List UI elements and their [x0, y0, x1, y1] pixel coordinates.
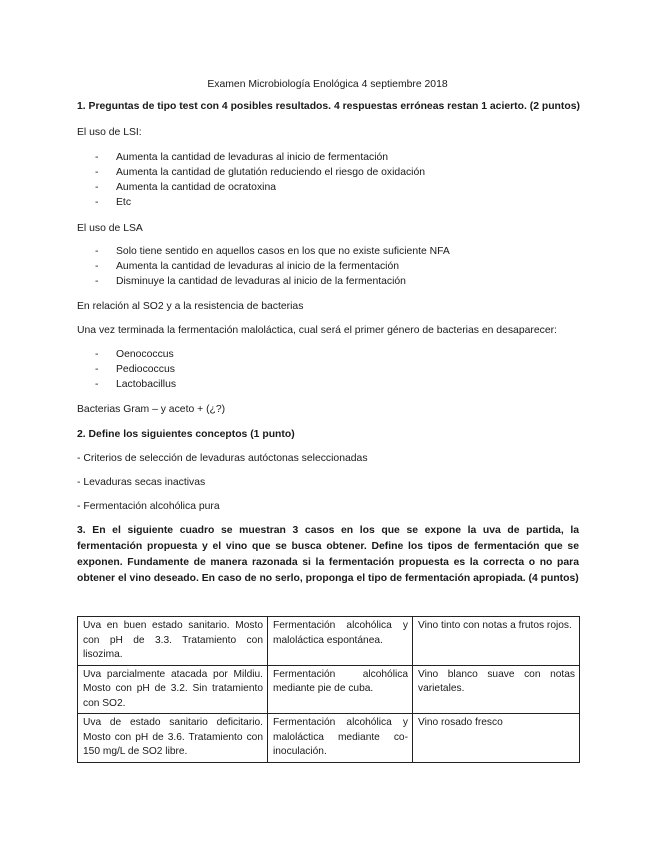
- bullet-dash: -: [95, 364, 99, 375]
- q4-option: Oenococcus: [116, 349, 174, 360]
- q1-prompt: El uso de LSI:: [77, 127, 142, 138]
- q2-option: Disminuye la cantidad de levaduras al inicio de la fermentación: [116, 276, 406, 287]
- bullet-dash: -: [95, 152, 99, 163]
- table-cell-wine: Vino tinto con notas a frutos rojos.: [413, 617, 580, 666]
- table-cell-grape: Uva de estado sanitario deficitario. Mosto con pH de 3.6. Tratamiento con 150 mg/L de SO2 libre.: [78, 714, 268, 763]
- bullet-dash: -: [95, 182, 99, 193]
- bullet-dash: -: [95, 379, 99, 390]
- bullet-dash: -: [95, 197, 99, 208]
- q4-option: Pediococcus: [116, 364, 175, 375]
- q4-prompt: Una vez terminada la fermentación maloláctica, cual será el primer género de bacterias en desaparecer:: [77, 325, 557, 336]
- section2-item: - Criterios de selección de levaduras autóctonas seleccionadas: [77, 453, 368, 464]
- bullet-dash: -: [95, 276, 99, 287]
- section2-heading: 2. Define los siguientes conceptos (1 punto): [77, 429, 295, 440]
- section3-heading: 3. En el siguiente cuadro se muestran 3 casos en los que se expone la uva de partida, la fermentación propuesta y el vino que se busca obtener. Define los tipos de fermentación que se exponen. Fundamente de manera razonada si la fermentación propuesta es la correcta o no para obtener el vino deseado. En caso de no serlo, proponga el tipo de fermentación apropiada. (4 puntos): [77, 525, 579, 584]
- q2-option: Aumenta la cantidad de levaduras al inicio de la fermentación: [116, 261, 400, 272]
- section2-item: - Fermentación alcohólica pura: [77, 501, 220, 512]
- q3-prompt: En relación al SO2 y a la resistencia de bacterias: [77, 301, 304, 312]
- q5-prompt: Bacterias Gram – y aceto + (¿?): [77, 404, 226, 415]
- exam-title: Examen Microbiología Enológica 4 septiembre 2018: [207, 79, 448, 90]
- table-cell-fermentation: Fermentación alcohólica y maloláctica mediante co-inoculación.: [268, 714, 413, 763]
- q1-option: Aumenta la cantidad de glutatión reduciendo el riesgo de oxidación: [116, 167, 426, 178]
- table-cell-grape: Uva en buen estado sanitario. Mosto con pH de 3.3. Tratamiento con lisozima.: [78, 617, 268, 666]
- q4-option: Lactobacillus: [116, 379, 177, 390]
- table-row: [78, 665, 580, 714]
- q2-option: Solo tiene sentido en aquellos casos en los que no existe suficiente NFA: [116, 246, 450, 257]
- bullet-dash: -: [95, 167, 99, 178]
- table-cell-wine: Vino rosado fresco: [413, 714, 580, 763]
- table-cell-fermentation: Fermentación alcohólica mediante pie de cuba.: [268, 665, 413, 714]
- section1-heading: 1. Preguntas de tipo test con 4 posibles resultados. 4 respuestas erróneas restan 1 acierto. (2 puntos): [77, 101, 580, 112]
- q1-option: Etc: [116, 197, 132, 208]
- table-row: [78, 617, 580, 666]
- bullet-dash: -: [95, 246, 99, 257]
- cases-table: [77, 616, 580, 763]
- q2-prompt: El uso de LSA: [77, 223, 143, 234]
- bullet-dash: -: [95, 261, 99, 272]
- q1-option: Aumenta la cantidad de levaduras al inicio de fermentación: [116, 152, 389, 163]
- bullet-dash: -: [95, 349, 99, 360]
- table-row: [78, 714, 580, 763]
- table-cell-fermentation: Fermentación alcohólica y maloláctica espontánea.: [268, 617, 413, 666]
- q1-option: Aumenta la cantidad de ocratoxina: [116, 182, 277, 193]
- table-cell-wine: Vino blanco suave con notas varietales.: [413, 665, 580, 714]
- table-cell-grape: Uva parcialmente atacada por Mildiu. Mosto con pH de 3.2. Sin tratamiento con SO2.: [78, 665, 268, 714]
- section2-item: - Levaduras secas inactivas: [77, 477, 206, 488]
